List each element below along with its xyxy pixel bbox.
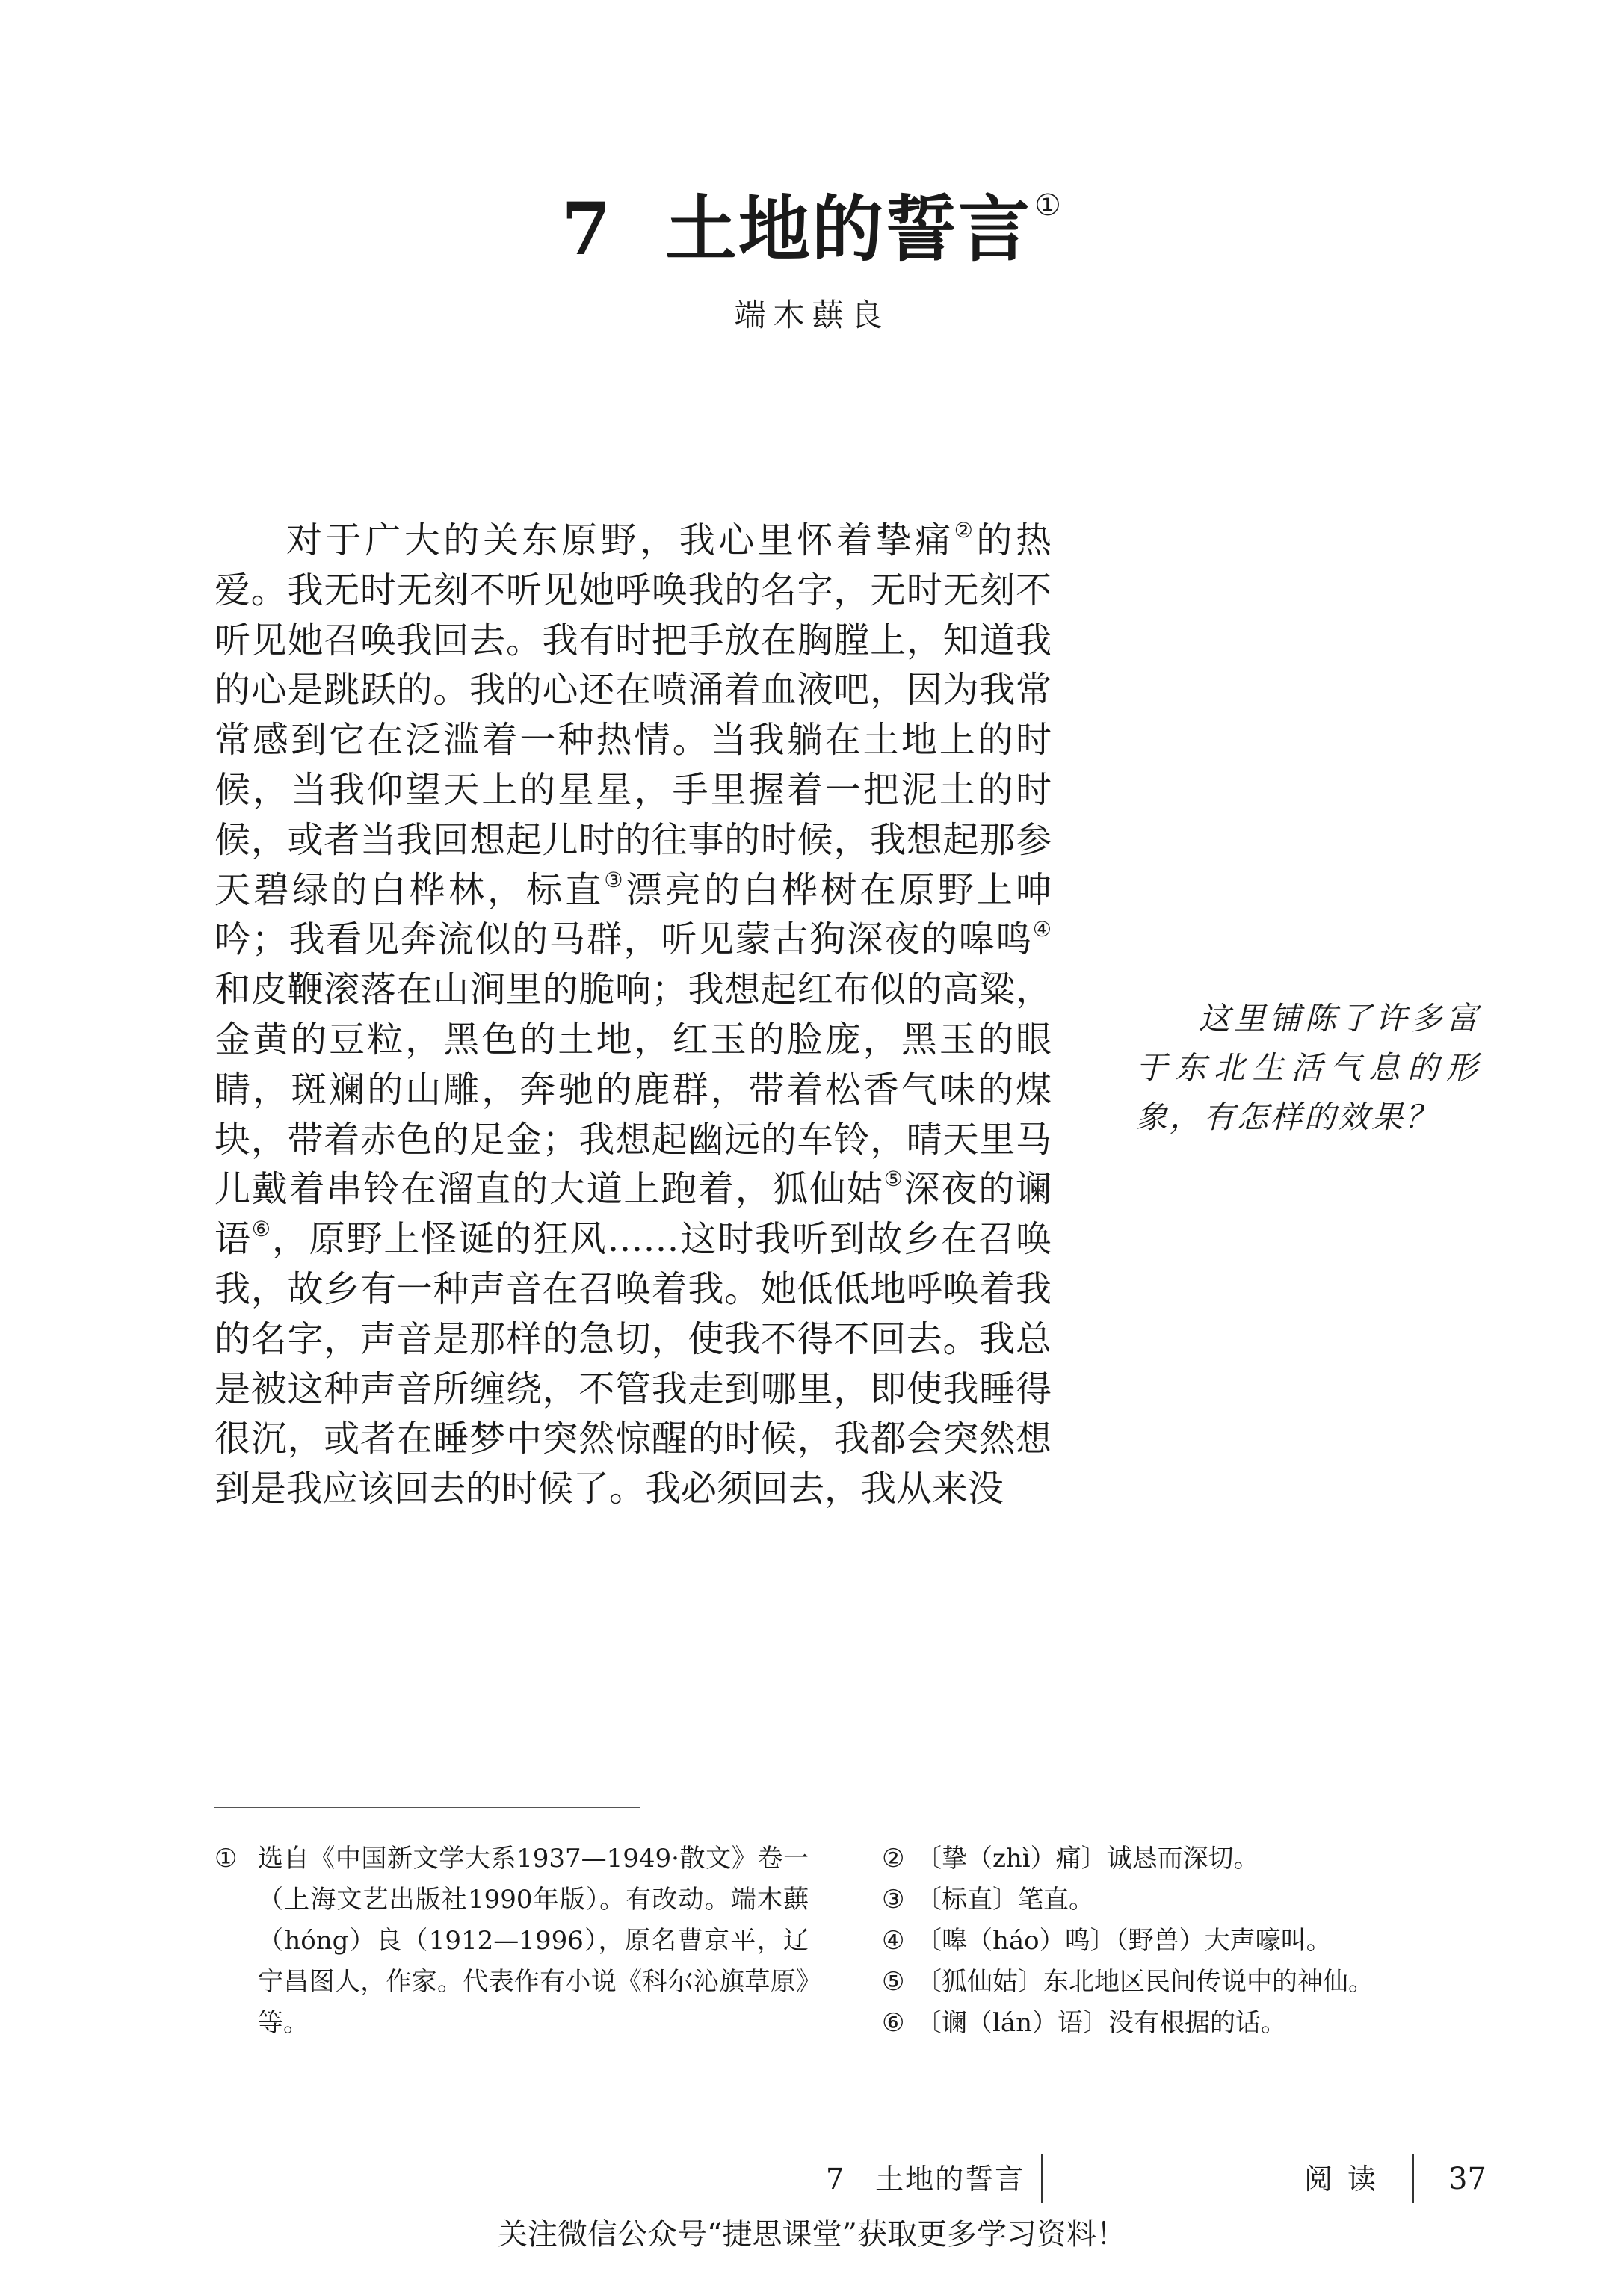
footnote-text: 〔狐仙姑〕东北地区民间传说中的神仙。 bbox=[916, 1967, 1374, 1997]
footnote-ref-3: ③ bbox=[604, 867, 626, 892]
footnotes-right-column bbox=[882, 1838, 1525, 2044]
footnote-item bbox=[882, 1962, 1525, 2003]
footnotes-left-column bbox=[214, 1838, 809, 2044]
footnote-ref-6: ⑥ bbox=[251, 1217, 272, 1242]
page-number: 37 bbox=[1448, 2162, 1486, 2196]
footnote-divider bbox=[214, 1807, 640, 1808]
body-text-segment: ，原野上怪诞的狂风……这时我听到故乡在召唤我，故乡有一种声音在召唤着我。她低低地呼唤着我的名字，声音是那样的急切，使我不得不回去。我总是被这种声音所缠绕，不管我走到哪里，即使我睡得很沉，或者在睡梦中突然惊醒的时候，我都会突然想到是我应该回去的时候了。我必须回去，我从来没 bbox=[214, 1218, 1052, 1510]
lesson-title bbox=[0, 161, 1624, 274]
running-title: 7 土地的誓言 bbox=[826, 2163, 1025, 2196]
lesson-title-text: 土地的誓言 bbox=[664, 187, 1031, 271]
footnote-item bbox=[882, 1879, 1525, 1921]
footnote-mark: ⑤ bbox=[882, 1967, 905, 1997]
body-paragraph bbox=[214, 516, 1052, 1514]
body-text-segment: 深夜的谰语 bbox=[214, 1168, 1052, 1261]
footnote-item bbox=[882, 1838, 1525, 1879]
promo-banner-text: 关注微信公众号“捷思课堂”获取更多学习资料！ bbox=[498, 2217, 1126, 2252]
footnote-text: 选自《中国新文学大系1937—1949·散文》卷一（上海文艺出版社1990年版）。有改动。端木蕻（hóng）良（1912—1996），原名曹京平，辽宁昌图人，作家。代表作有小说《科尔沁旗草原》等。 bbox=[258, 1844, 809, 2038]
footnote-item bbox=[882, 2003, 1525, 2044]
title-footnote-mark: ① bbox=[1034, 188, 1063, 223]
body-text-segment: 漂亮的白桦树在原野上呻吟；我看见奔流似的马群，听见蒙古狗深夜的嗥鸣 bbox=[214, 868, 1052, 961]
body-text-segment: 和皮鞭滚落在山涧里的脆响；我想起红布似的高粱，金黄的豆粒，黑色的土地，红玉的脸庞，黑玉的眼睛，斑斓的山雕，奔驰的鹿群，带着松香气味的煤块，带着赤色的足金；我想起幽远的车铃，晴天里马儿戴着串铃在溜直的大道上跑着，狐仙姑 bbox=[214, 969, 1052, 1211]
margin-question-note: 这里铺陈了许多富于东北生活气息的形象，有怎样的效果？ bbox=[1136, 1000, 1480, 1135]
section-label: 阅读 bbox=[1304, 2163, 1392, 2196]
footnote-text: 〔谰（lán）语〕没有根据的话。 bbox=[916, 2008, 1287, 2038]
footnote-ref-5: ⑤ bbox=[883, 1167, 904, 1192]
footnote-text: 〔嗥（háo）鸣〕（野兽）大声嚎叫。 bbox=[916, 1926, 1332, 1956]
footnote-text: 〔标直〕笔直。 bbox=[916, 1885, 1094, 1915]
footnote-mark: ③ bbox=[882, 1885, 905, 1915]
footnote-item bbox=[882, 1921, 1525, 1962]
lesson-number: 7 bbox=[561, 187, 613, 271]
body-text-segment: 的热爱。我无时无刻不听见她呼唤我的名字，无时无刻不听见她召唤我回去。我有时把手放在胸膛上，知道我的心是跳跃的。我的心还在喷涌着血液吧，因为我常常感到它在泛滥着一种热情。当我躺在土地上的时候，当我仰望天上的星星，手里握着一把泥土的时候，或者当我回想起儿时的往事的时候，我想起那参天碧绿的白桦林，标直 bbox=[214, 519, 1052, 911]
footnote-ref-2: ② bbox=[954, 518, 977, 543]
author-name: 端木蕻良 bbox=[734, 297, 890, 333]
footnote-text: 〔挚（zhì）痛〕诚恳而深切。 bbox=[916, 1844, 1259, 1874]
footnote-item bbox=[214, 1838, 809, 2044]
body-text-segment: 对于广大的关东原野，我心里怀着挚痛 bbox=[286, 519, 954, 561]
footnote-mark: ① bbox=[214, 1844, 238, 1874]
footnote-mark: ④ bbox=[882, 1926, 905, 1956]
footer-divider bbox=[1041, 2154, 1043, 2203]
footnote-ref-4: ④ bbox=[1032, 917, 1052, 942]
footnote-mark: ② bbox=[882, 1844, 905, 1874]
footer-divider bbox=[1412, 2154, 1414, 2203]
footnote-mark: ⑥ bbox=[882, 2008, 905, 2038]
